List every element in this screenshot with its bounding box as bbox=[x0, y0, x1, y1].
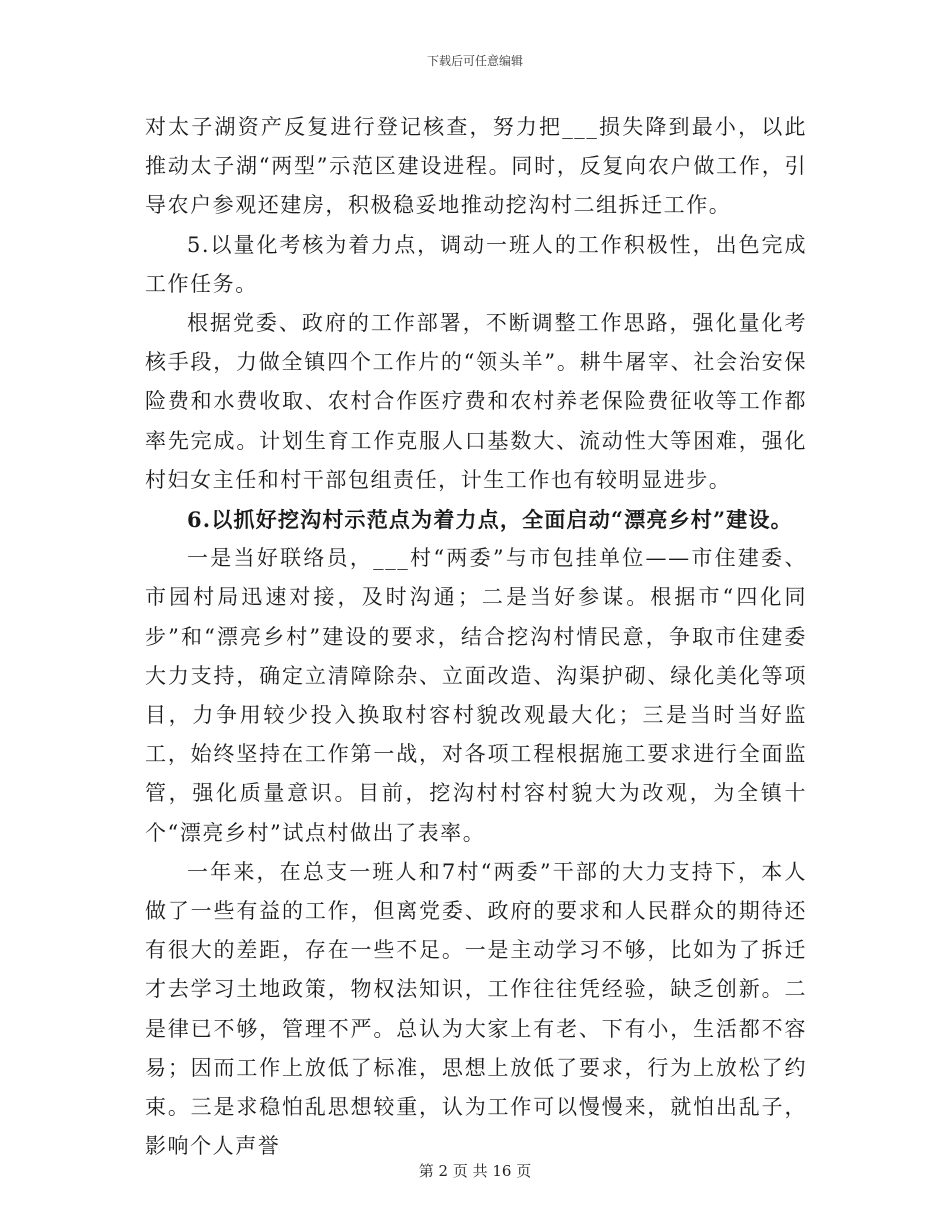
paragraph-quantitative-assessment: 根据党委、政府的工作部署，不断调整工作思路，强化量化考核手段，力做全镇四个工作片的“领头羊”。耕牛屠宰、社会治安保险费和水费收取、农村合作医疗费和农村养老保险费征收等工作都率先完成。计划生育工作克服人口基数大、流动性大等困难，强化村妇女主任和村干部包组责任，计生工作也有较明显进步。 bbox=[145, 311, 807, 492]
page-header-note: 下载后可任意编辑 bbox=[426, 54, 523, 68]
document-body bbox=[145, 108, 807, 1166]
paragraph-demonstration-village: 一是当好联络员，___村“两委”与市包挂单位——市住建委、市园村局迅速对接，及时沟通；二是当好参谋。根据市“四化同步”和“漂亮乡村”建设的要求，结合挖沟村情民意，争取市住建委大力支持，确定立清障除杂、立面改造、沟渠护砌、绿化美化等项目，力争用较少投入换取村容村貌改观最大化；三是当时当好监工，始终坚持在工作第一战，对各项工程根据施工要求进行全面监管，强化质量意识。目前，挖沟村村容村貌大为改观，为全镇十个“漂亮乡村”试点村做出了表率。 bbox=[145, 546, 807, 845]
paragraph-continuation: 对太子湖资产反复进行登记核查，努力把___损失降到最小，以此推动太子湖“两型”示范区建设进程。同时，反复向农户做工作，引导农户参观还建房，积极稳妥地推动挖沟村二组拆迁工作。 bbox=[145, 115, 807, 218]
section-6-heading: 6.以抓好挖沟村示范点为着力点，全面启动“漂亮乡村”建设。 bbox=[187, 507, 793, 533]
paragraph-shortcomings: 一年来，在总支一班人和7村“两委”干部的大力支持下，本人做了一些有益的工作，但离党委、政府的要求和人民群众的期待还有很大的差距，存在一些不足。一是主动学习不够，比如为了拆迁才去学习土地政策，物权法知识，工作往往凭经验，缺乏创新。二是律已不够，管理不严。总认为大家上有老、下有小，生活都不容易；因而工作上放低了标准，思想上放低了要求，行为上放松了约束。三是求稳怕乱思想较重，认为工作可以慢慢来，就怕出乱子，影响个人声誉 bbox=[145, 859, 807, 1159]
page-number: 第 2 页 共 16 页 bbox=[418, 1162, 532, 1180]
section-5-heading: 5.以量化考核为着力点，调动一班人的工作积极性，出色完成工作任务。 bbox=[145, 232, 807, 296]
